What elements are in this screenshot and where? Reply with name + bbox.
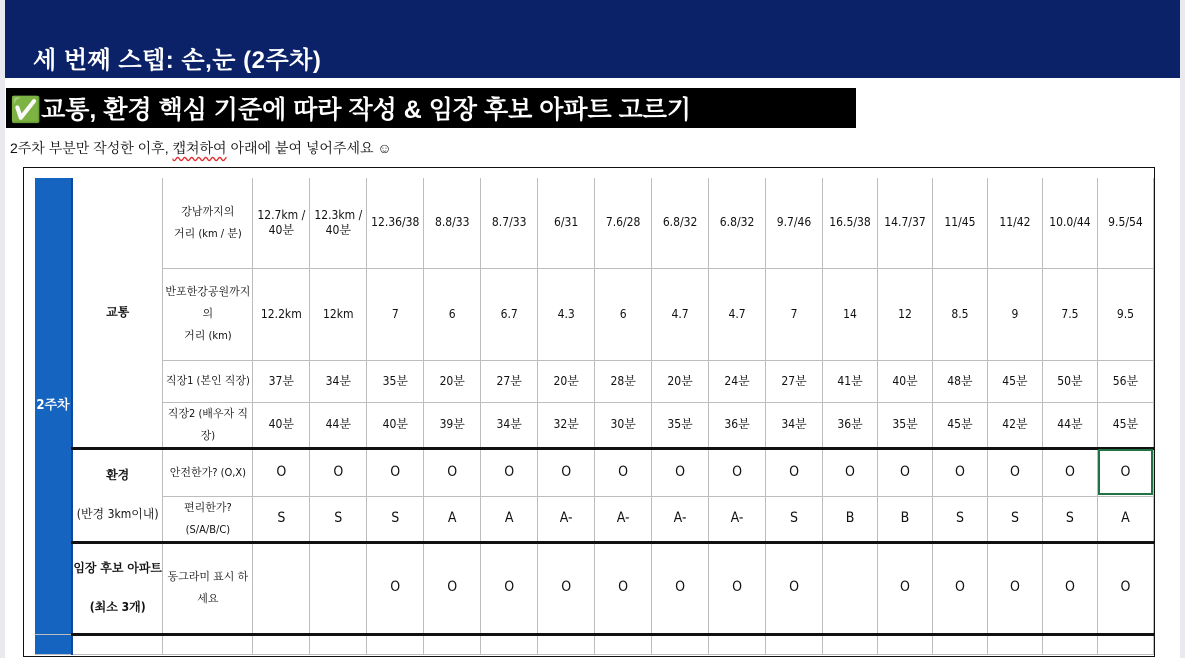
value-cell[interactable]: 10.0/44: [1042, 178, 1097, 268]
value-cell[interactable]: B: [823, 496, 878, 542]
value-cell[interactable]: O: [481, 542, 538, 634]
value-cell[interactable]: S: [367, 496, 424, 542]
empty-cell[interactable]: [72, 634, 163, 654]
value-cell[interactable]: 4.3: [538, 268, 595, 360]
value-cell[interactable]: O: [538, 448, 595, 496]
empty-cell[interactable]: [424, 634, 481, 654]
value-cell[interactable]: 6/31: [538, 178, 595, 268]
instruction-misspelled-word[interactable]: 캡쳐하여: [172, 140, 227, 156]
empty-cell[interactable]: [1042, 634, 1097, 654]
value-cell[interactable]: S: [310, 496, 367, 542]
category-candidate-line2: (최소 3개): [89, 600, 146, 614]
value-cell[interactable]: 7: [367, 268, 424, 360]
value-cell[interactable]: 8.8/33: [424, 178, 481, 268]
value-cell[interactable]: 34분: [481, 402, 538, 448]
value-cell[interactable]: 34분: [310, 360, 367, 402]
criterion-cell[interactable]: 편리한가? (S/A/B/C): [163, 496, 253, 542]
spreadsheet-table: [35, 178, 1154, 655]
value-cell[interactable]: O: [367, 448, 424, 496]
value-cell[interactable]: O: [709, 448, 766, 496]
value-cell[interactable]: A-: [709, 496, 766, 542]
category-transport-cell[interactable]: 교통: [72, 178, 163, 448]
value-cell[interactable]: S: [987, 496, 1042, 542]
value-cell[interactable]: 11/45: [932, 178, 987, 268]
value-cell[interactable]: 11/42: [987, 178, 1042, 268]
criterion-cell[interactable]: 안전한가? (O,X): [163, 448, 253, 496]
value-cell[interactable]: 27분: [481, 360, 538, 402]
value-cell[interactable]: 42분: [987, 402, 1042, 448]
value-cell[interactable]: S: [1042, 496, 1097, 542]
value-cell[interactable]: O: [1097, 542, 1153, 634]
value-cell[interactable]: 9: [987, 268, 1042, 360]
value-cell[interactable]: O: [253, 448, 310, 496]
table-row: [35, 402, 1154, 448]
value-cell[interactable]: 4.7: [709, 268, 766, 360]
value-cell[interactable]: 35분: [878, 402, 933, 448]
value-cell[interactable]: O: [652, 448, 709, 496]
empty-cell[interactable]: [823, 634, 878, 654]
value-cell[interactable]: 6: [595, 268, 652, 360]
value-cell[interactable]: 48분: [932, 360, 987, 402]
table-row: [35, 496, 1154, 542]
value-cell[interactable]: 34분: [766, 402, 823, 448]
value-cell[interactable]: 20분: [538, 360, 595, 402]
value-cell[interactable]: [823, 542, 878, 634]
value-cell[interactable]: 40분: [367, 402, 424, 448]
value-cell[interactable]: 37분: [253, 360, 310, 402]
value-cell[interactable]: S: [253, 496, 310, 542]
value-cell[interactable]: 35분: [652, 402, 709, 448]
value-cell[interactable]: O: [1097, 448, 1153, 496]
empty-cell[interactable]: [367, 634, 424, 654]
empty-cell[interactable]: [1097, 634, 1153, 654]
value-cell[interactable]: O: [987, 448, 1042, 496]
value-cell[interactable]: O: [424, 542, 481, 634]
table-row: [35, 178, 1154, 268]
value-cell[interactable]: 32분: [538, 402, 595, 448]
table-row: [35, 542, 1154, 634]
value-cell[interactable]: O: [481, 448, 538, 496]
value-cell[interactable]: [310, 542, 367, 634]
value-cell[interactable]: A: [424, 496, 481, 542]
value-cell[interactable]: O: [1042, 448, 1097, 496]
empty-cell[interactable]: [932, 634, 987, 654]
category-environment-cell[interactable]: [72, 448, 163, 542]
value-cell[interactable]: [253, 542, 310, 634]
value-cell[interactable]: A-: [652, 496, 709, 542]
value-cell[interactable]: 7: [766, 268, 823, 360]
value-cell[interactable]: O: [878, 542, 933, 634]
value-cell[interactable]: O: [878, 448, 933, 496]
category-candidate-line1: 임장 후보 아파트: [73, 561, 163, 575]
value-cell[interactable]: 12: [878, 268, 933, 360]
value-cell[interactable]: A: [1097, 496, 1153, 542]
value-cell[interactable]: O: [766, 448, 823, 496]
empty-cell[interactable]: [766, 634, 823, 654]
criterion-cell[interactable]: 직장1 (본인 직장): [163, 360, 253, 402]
value-cell[interactable]: 12.36/38: [367, 178, 424, 268]
value-cell[interactable]: 12km: [310, 268, 367, 360]
value-cell[interactable]: 30분: [595, 402, 652, 448]
empty-cell[interactable]: [481, 634, 538, 654]
value-cell[interactable]: A: [481, 496, 538, 542]
value-cell[interactable]: 8.5: [932, 268, 987, 360]
pasted-screenshot-frame[interactable]: [23, 167, 1155, 657]
table-row-partial: [35, 634, 1154, 654]
value-cell[interactable]: 7.6/28: [595, 178, 652, 268]
value-cell[interactable]: 9.5/54: [1097, 178, 1153, 268]
value-cell[interactable]: 20분: [652, 360, 709, 402]
value-cell[interactable]: A-: [538, 496, 595, 542]
value-cell[interactable]: 14.7/37: [878, 178, 933, 268]
value-cell[interactable]: 27분: [766, 360, 823, 402]
value-cell[interactable]: 12.2km: [253, 268, 310, 360]
value-cell[interactable]: 45분: [987, 360, 1042, 402]
value-cell[interactable]: 6.7: [481, 268, 538, 360]
value-cell[interactable]: 24분: [709, 360, 766, 402]
empty-cell[interactable]: [163, 634, 253, 654]
instruction-text: [10, 138, 392, 158]
value-cell[interactable]: 12.7km / 40분: [253, 178, 310, 268]
value-cell[interactable]: 44분: [310, 402, 367, 448]
value-cell[interactable]: O: [766, 542, 823, 634]
instruction-after: 아래에 붙여 넣어주세요 ☺: [226, 140, 392, 156]
value-cell[interactable]: 41분: [823, 360, 878, 402]
value-cell[interactable]: 6.8/32: [652, 178, 709, 268]
value-cell[interactable]: 4.7: [652, 268, 709, 360]
criterion-cell[interactable]: 반포한강공원까지의 거리 (km): [163, 268, 253, 360]
value-cell[interactable]: 9.5: [1097, 268, 1153, 360]
week-label-cell[interactable]: 2주차: [35, 178, 72, 634]
left-window-edge: [0, 0, 5, 658]
empty-cell[interactable]: [538, 634, 595, 654]
empty-cell[interactable]: [310, 634, 367, 654]
table-row: [35, 360, 1154, 402]
value-cell[interactable]: 40분: [878, 360, 933, 402]
value-cell[interactable]: O: [932, 542, 987, 634]
value-cell[interactable]: O: [424, 448, 481, 496]
value-cell[interactable]: 9.7/46: [766, 178, 823, 268]
table-row: [35, 268, 1154, 360]
value-cell[interactable]: O: [709, 542, 766, 634]
value-cell[interactable]: O: [595, 542, 652, 634]
empty-cell[interactable]: [709, 634, 766, 654]
empty-cell[interactable]: [987, 634, 1042, 654]
value-cell[interactable]: B: [878, 496, 933, 542]
criterion-cell[interactable]: 강남까지의 거리 (km / 분): [163, 178, 253, 268]
slide-header-bar: [5, 0, 1180, 78]
value-cell[interactable]: 56분: [1097, 360, 1153, 402]
value-cell[interactable]: 39분: [424, 402, 481, 448]
value-cell[interactable]: O: [932, 448, 987, 496]
category-candidate-cell[interactable]: [72, 542, 163, 634]
week-label-cell-continued: [35, 634, 72, 654]
value-cell[interactable]: 8.7/33: [481, 178, 538, 268]
value-cell[interactable]: O: [310, 448, 367, 496]
value-cell[interactable]: 40분: [253, 402, 310, 448]
value-cell[interactable]: 20분: [424, 360, 481, 402]
value-cell[interactable]: A-: [595, 496, 652, 542]
value-cell[interactable]: S: [766, 496, 823, 542]
value-cell[interactable]: 44분: [1042, 402, 1097, 448]
slide-title: 세 번째 스텝: 손,눈 (2주차): [33, 47, 322, 74]
value-cell[interactable]: 35분: [367, 360, 424, 402]
value-cell[interactable]: 16.5/38: [823, 178, 878, 268]
value-cell[interactable]: 6.8/32: [709, 178, 766, 268]
value-cell[interactable]: O: [987, 542, 1042, 634]
value-cell[interactable]: 14: [823, 268, 878, 360]
value-cell[interactable]: O: [367, 542, 424, 634]
value-cell[interactable]: 12.3km / 40분: [310, 178, 367, 268]
right-window-edge: [1180, 0, 1185, 658]
empty-cell[interactable]: [878, 634, 933, 654]
value-cell[interactable]: 50분: [1042, 360, 1097, 402]
value-cell[interactable]: S: [932, 496, 987, 542]
value-cell[interactable]: O: [595, 448, 652, 496]
instruction-before: 2주차 부분만 작성한 이후,: [10, 140, 173, 156]
criterion-cell[interactable]: 동그라미 표시 하세요: [163, 542, 253, 634]
value-cell[interactable]: 36분: [709, 402, 766, 448]
criterion-cell[interactable]: 직장2 (배우자 직장): [163, 402, 253, 448]
empty-cell[interactable]: [253, 634, 310, 654]
empty-cell[interactable]: [652, 634, 709, 654]
value-cell[interactable]: 45분: [932, 402, 987, 448]
table-row: [35, 448, 1154, 496]
value-cell[interactable]: 6: [424, 268, 481, 360]
category-environment-line2: (반경 3km이내): [76, 507, 159, 521]
value-cell[interactable]: O: [538, 542, 595, 634]
value-cell[interactable]: 28분: [595, 360, 652, 402]
empty-cell[interactable]: [595, 634, 652, 654]
slide-subtitle: ✅교통, 환경 핵심 기준에 따라 작성 & 임장 후보 아파트 고르기: [6, 88, 856, 128]
value-cell[interactable]: 45분: [1097, 402, 1153, 448]
value-cell[interactable]: O: [1042, 542, 1097, 634]
value-cell[interactable]: 7.5: [1042, 268, 1097, 360]
value-cell[interactable]: 36분: [823, 402, 878, 448]
value-cell[interactable]: O: [823, 448, 878, 496]
value-cell[interactable]: O: [652, 542, 709, 634]
category-environment-line1: 환경: [106, 468, 130, 482]
